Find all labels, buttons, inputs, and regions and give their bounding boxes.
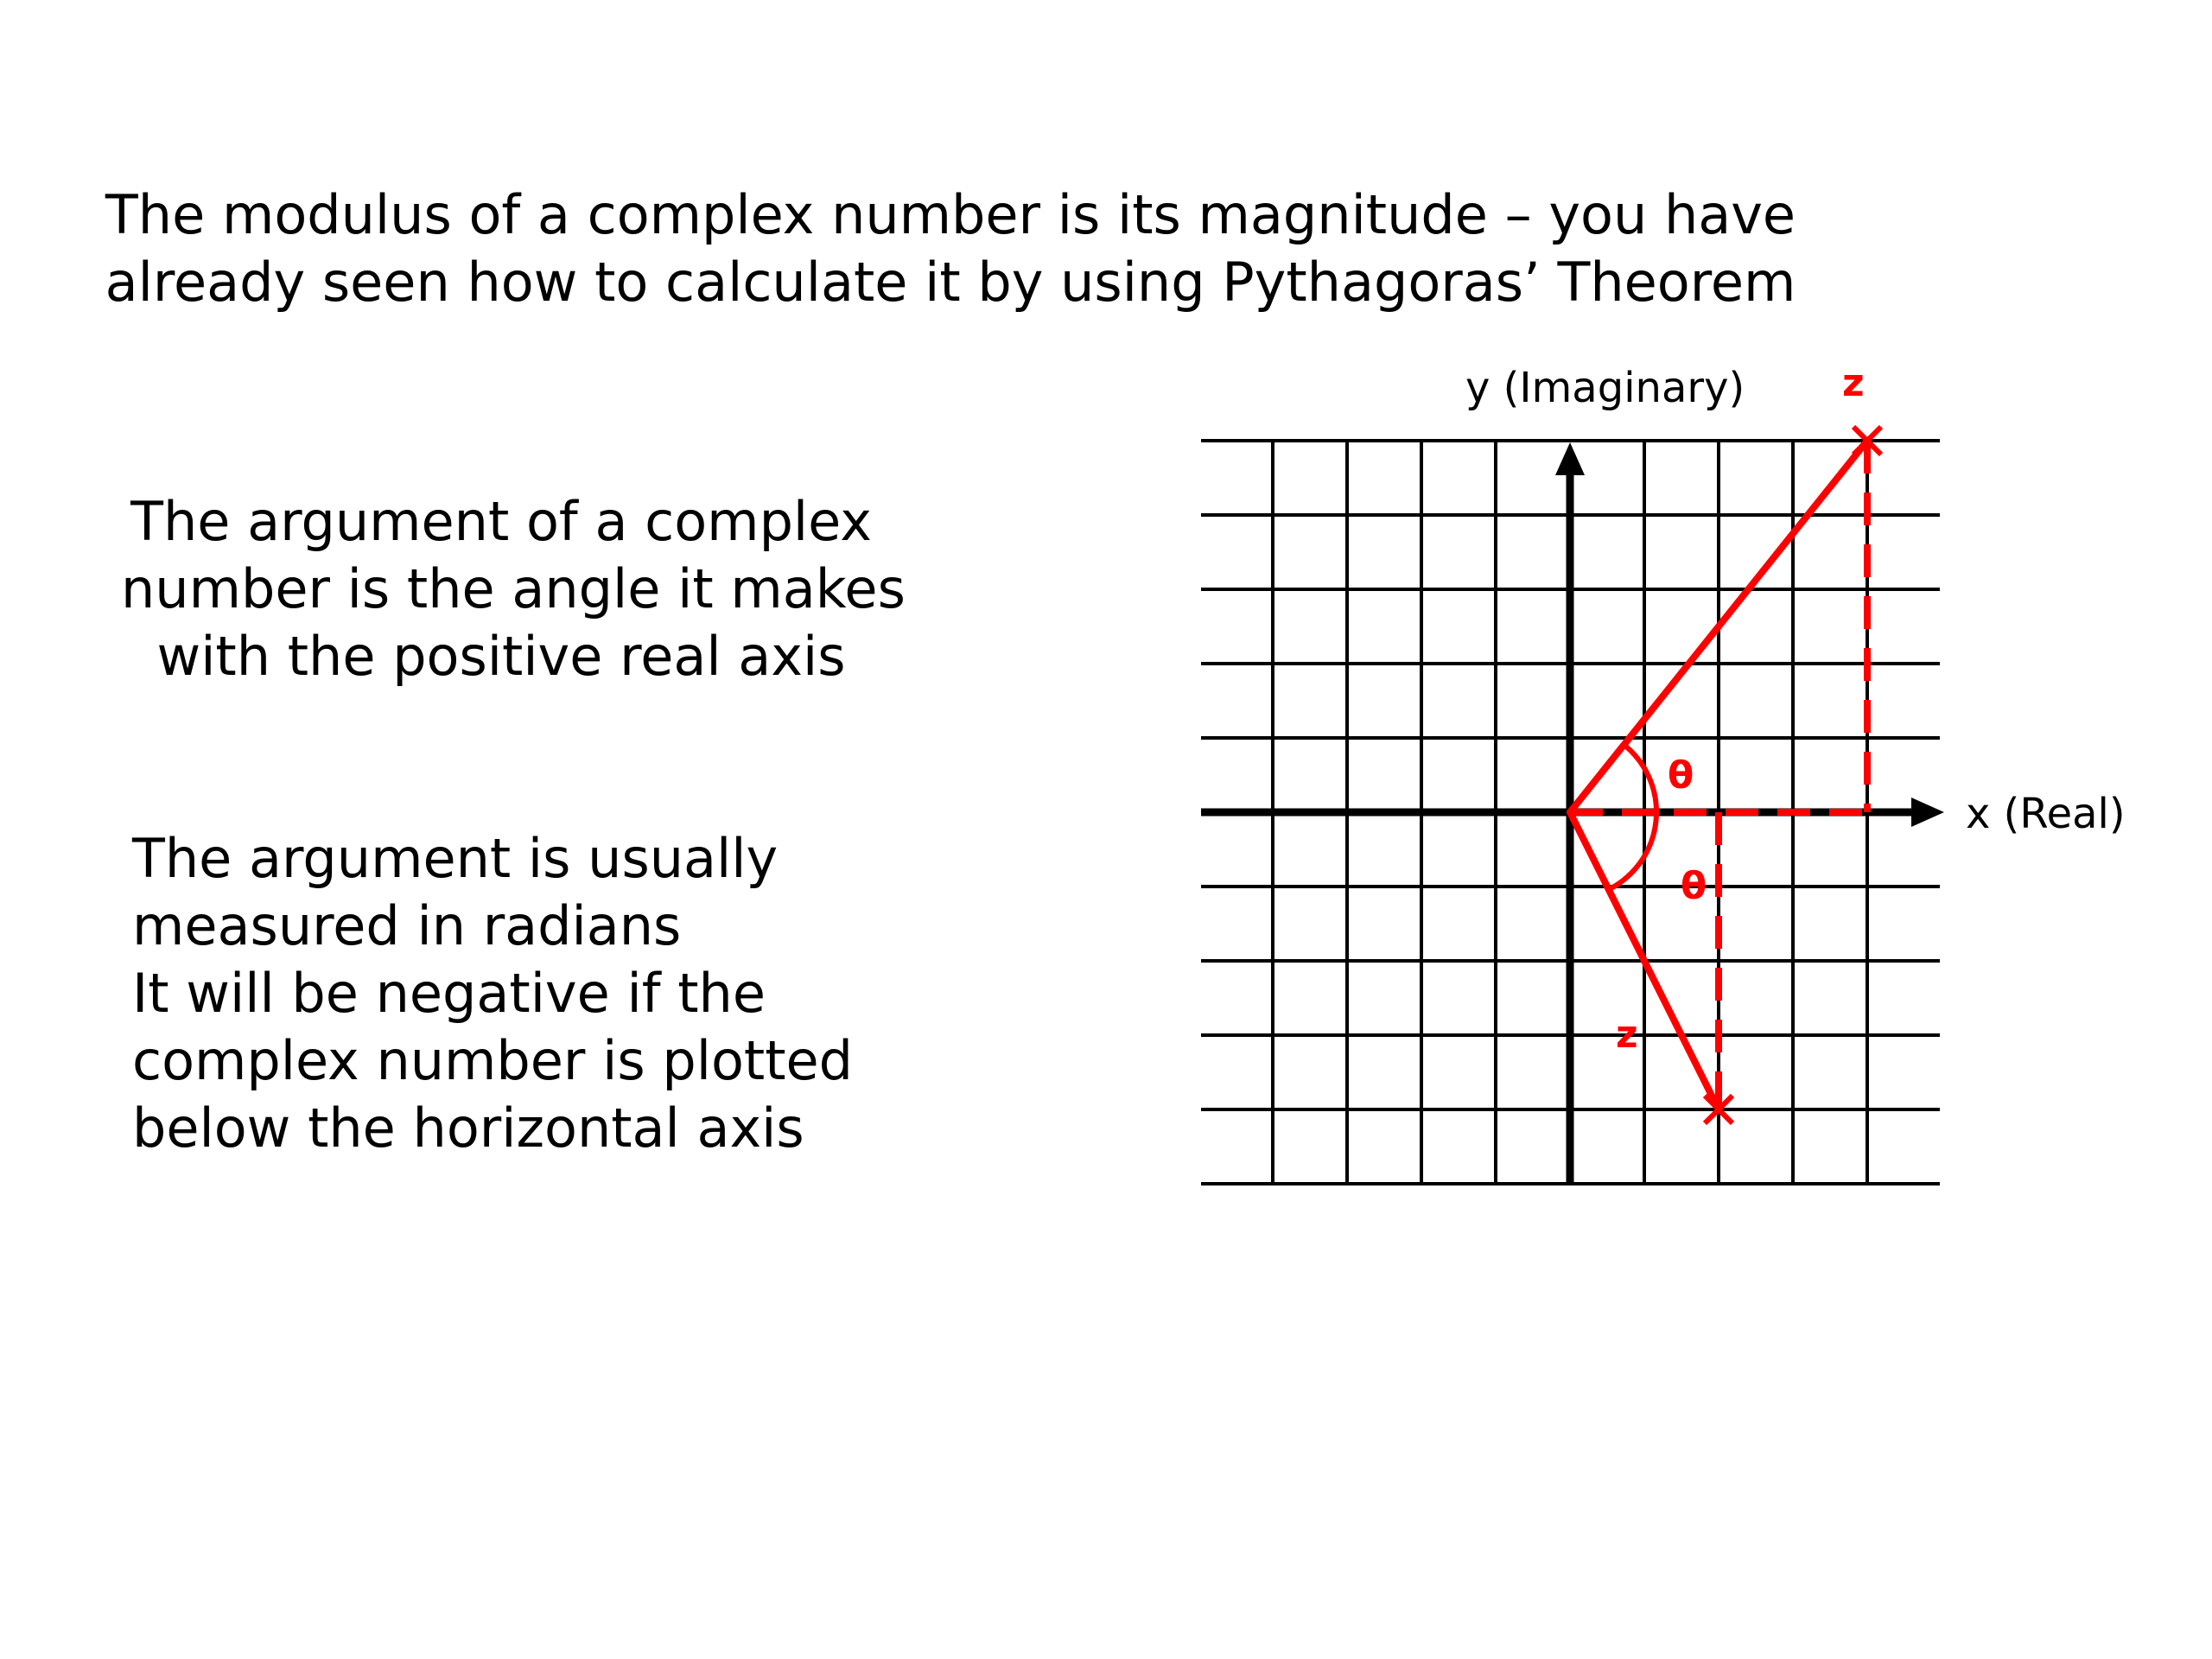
point-label-z-upper: z: [1842, 361, 1865, 405]
x-axis-label: x (Real): [1966, 790, 2126, 838]
radians-line-1: The argument is usually: [132, 827, 779, 890]
radians-line-4: complex number is plotted: [132, 1029, 854, 1092]
point-label-z-lower: z: [1616, 1013, 1638, 1057]
y-axis-label: y (Imaginary): [1465, 364, 1745, 412]
y-axis-arrowhead: [1555, 442, 1585, 475]
x-axis-arrowhead: [1911, 798, 1944, 827]
argument-line-2: number is the angle it makes: [121, 557, 906, 620]
argument-line-1: The argument of a complex: [130, 490, 872, 553]
radians-line-5: below the horizontal axis: [132, 1096, 804, 1160]
theta-label-lower: θ: [1681, 864, 1707, 908]
argument-angle-arc: [1609, 745, 1656, 890]
theta-label-upper: θ: [1668, 753, 1694, 798]
heading-line-1: The modulus of a complex number is its magnitude – you have: [105, 183, 1796, 246]
argument-line-3: with the positive real axis: [156, 625, 846, 688]
radians-line-3: It will be negative if the: [132, 962, 766, 1025]
heading-line-2: already seen how to calculate it by using Pythagoras’ Theorem: [105, 251, 1796, 314]
radians-line-2: measured in radians: [132, 894, 682, 957]
